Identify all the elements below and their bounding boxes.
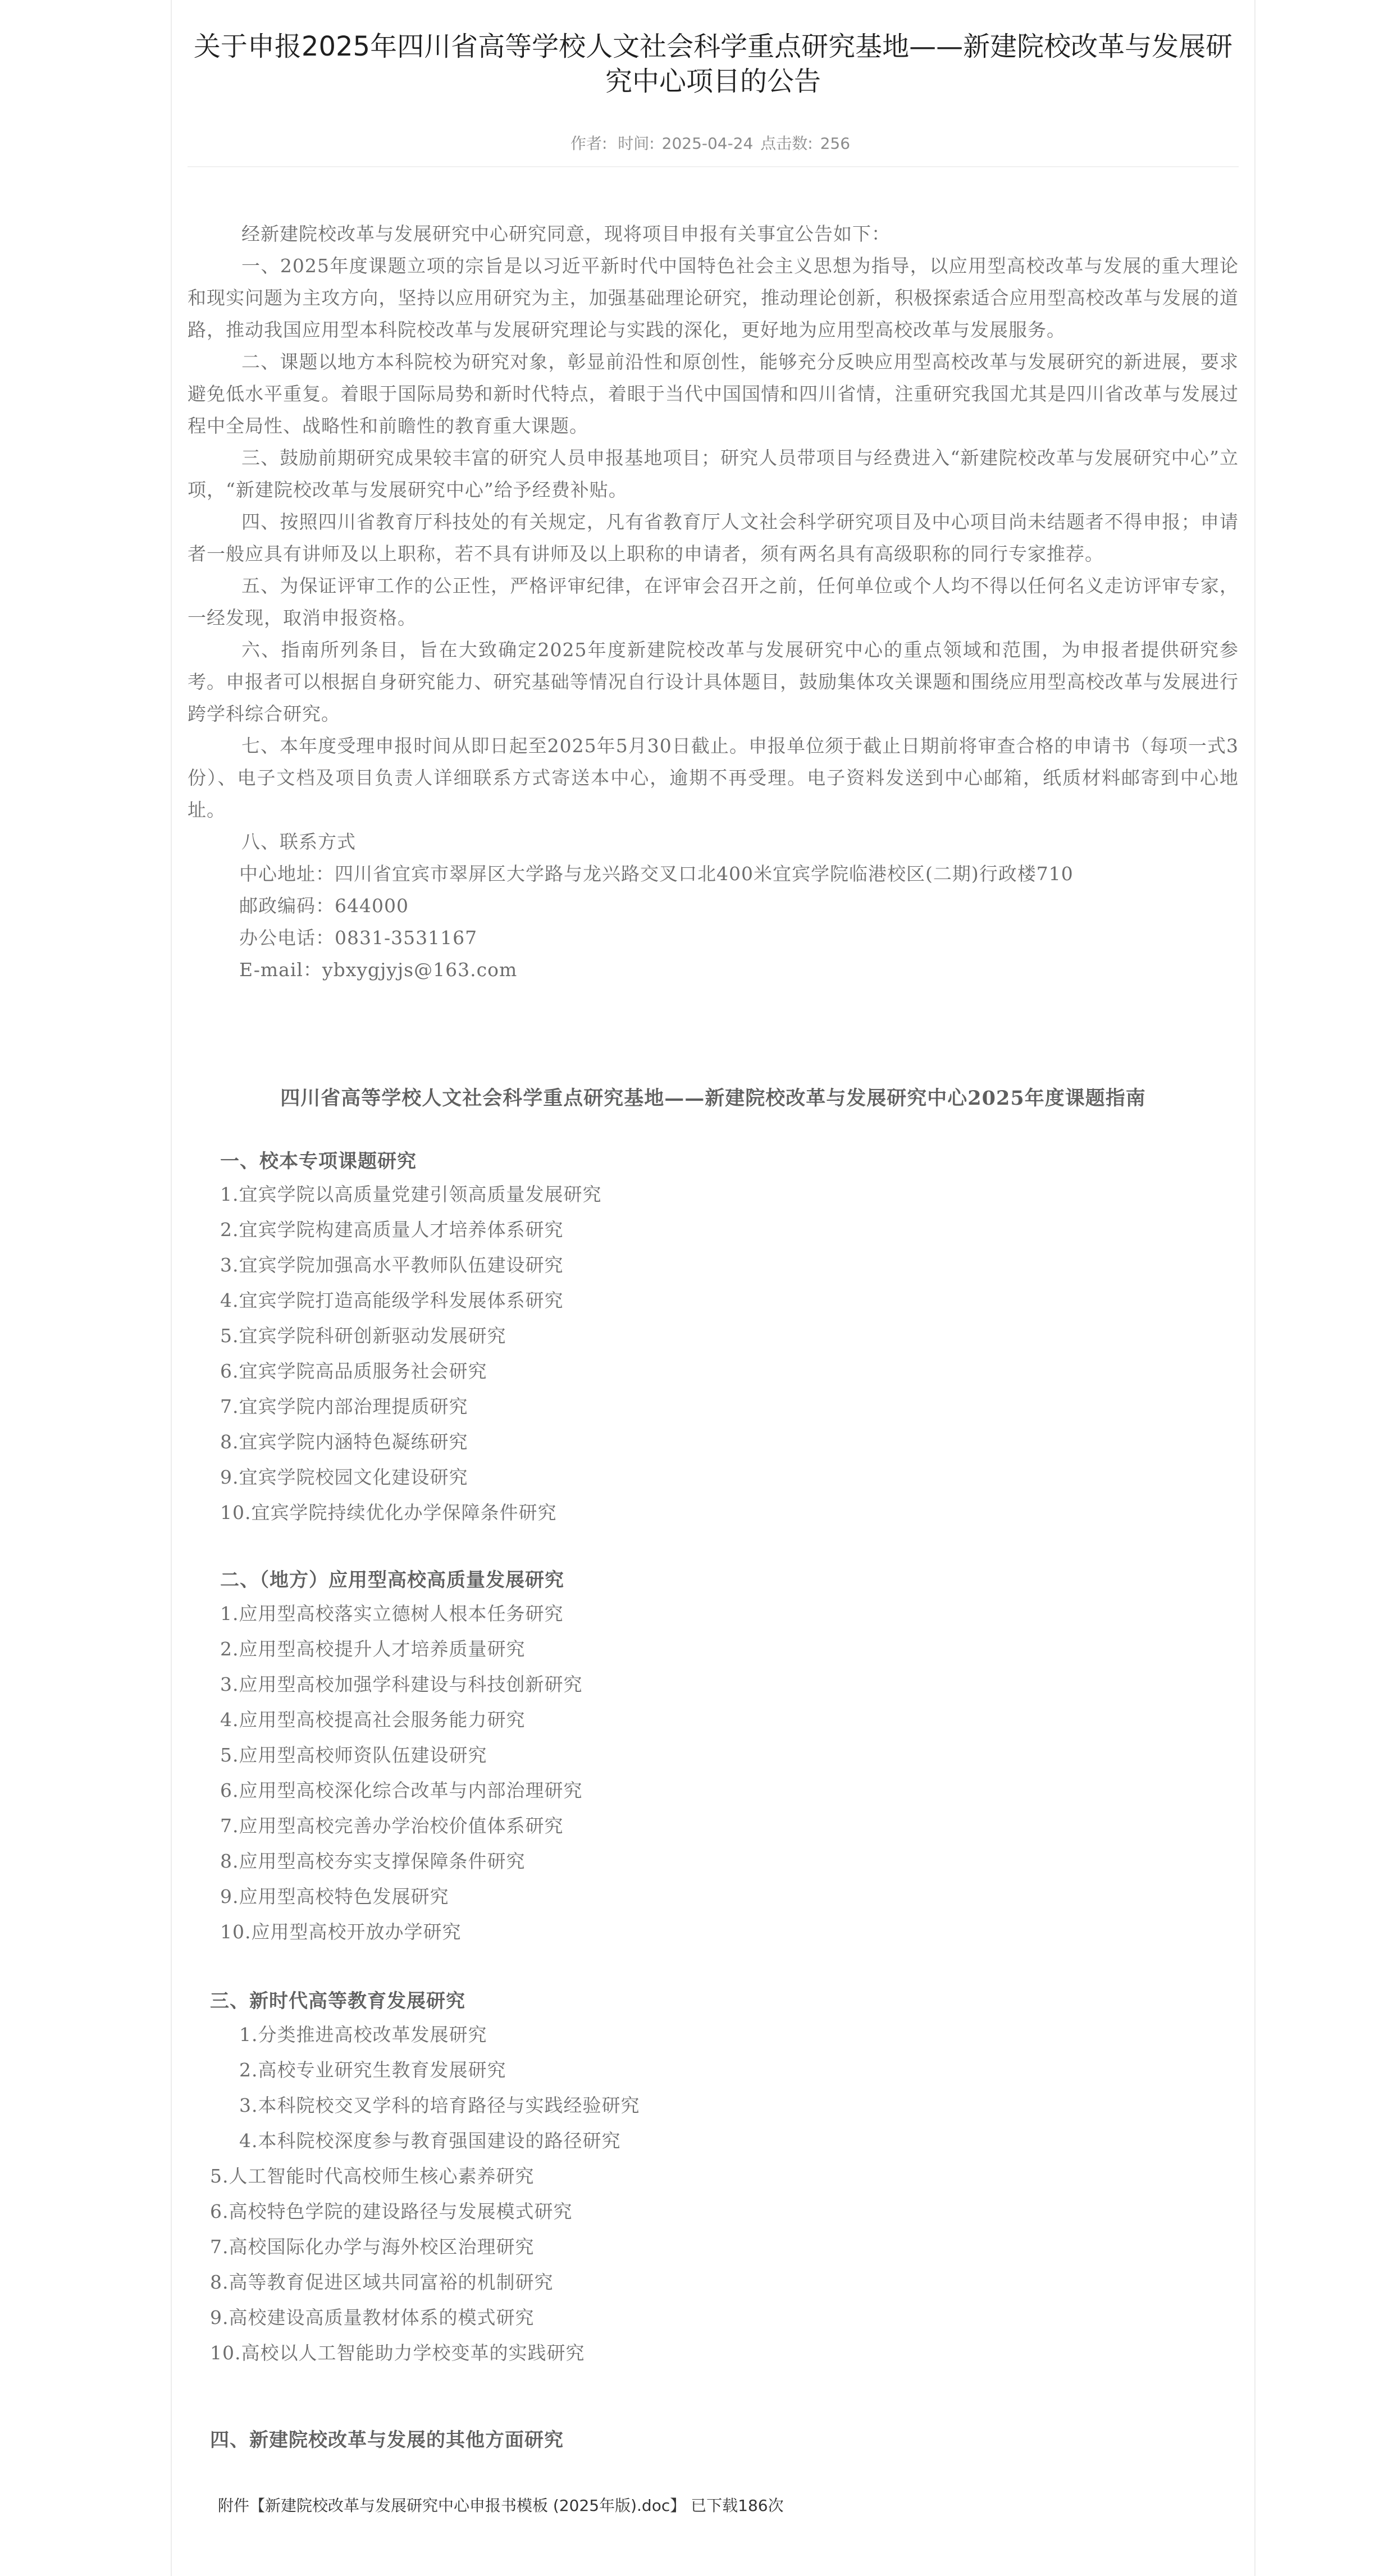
list-item: 1.分类推进高校改革发展研究 [239,2024,487,2046]
section-heading-4: 四、新建院校改革与发展的其他方面研究 [210,2429,564,2451]
article-body [188,218,1239,986]
list-item: 1.宜宾学院以高质量党建引领高质量发展研究 [220,1183,602,1205]
list-item: 4.应用型高校提高社会服务能力研究 [220,1709,526,1731]
list-item: 8.宜宾学院内涵特色凝练研究 [220,1431,468,1453]
list-item: 10.高校以人工智能助力学校变革的实践研究 [210,2342,585,2364]
section-list-3b [210,2158,585,2371]
author-label: 作者: [570,134,608,153]
contact-phone: 办公电话：0831-3531167 [239,927,478,949]
list-item: 3.本科院校交叉学科的培育路径与实践经验研究 [239,2094,640,2116]
list-item: 6.宜宾学院高品质服务社会研究 [220,1360,487,1382]
contact-address: 中心地址：四川省宜宾市翠屏区大学路与龙兴路交叉口北400米宜宾学院临港校区(二期)行政楼710 [239,863,1074,885]
list-item: 8.应用型高校夯实支撑保障条件研究 [220,1850,526,1872]
list-item: 5.人工智能时代高校师生核心素养研究 [210,2165,535,2187]
article-meta [185,132,1241,155]
paragraph-8: 八、联系方式 [241,831,356,853]
clicks-count: 256 [820,134,851,153]
list-item: 10.宜宾学院持续优化办学保障条件研究 [220,1502,557,1523]
list-item: 7.应用型高校完善办学治校价值体系研究 [220,1815,564,1837]
list-item: 6.高校特色学院的建设路径与发展模式研究 [210,2200,573,2222]
list-item: 5.宜宾学院科研创新驱动发展研究 [220,1325,506,1347]
title-divider [188,166,1239,167]
list-item: 2.应用型高校提升人才培养质量研究 [220,1638,526,1660]
contact-postcode: 邮政编码：644000 [239,895,409,917]
publish-date: 2025-04-24 [661,134,754,153]
list-item: 9.应用型高校特色发展研究 [220,1886,449,1907]
list-item: 8.高等教育促进区域共同富裕的机制研究 [210,2271,554,2293]
clicks-label: 点击数: [760,134,813,153]
list-item: 5.应用型高校师资队伍建设研究 [220,1744,487,1766]
paragraph-1: 一、2025年度课题立项的宗旨是以习近平新时代中国特色社会主义思想为指导，以应用型高校改革与发展的重大理论和现实问题为主攻方向，坚持以应用研究为主，加强基础理论研究，推动理论创新，积极探索适合应用型高校改革与发展的道路，推动我国应用型本科院校改革与发展研究理论与实践的深化，更好地为应用型高校改革与发展服务。 [188,255,1239,341]
paragraph-4: 四、按照四川省教育厅科技处的有关规定，凡有省教育厅人文社会科学研究项目及中心项目尚未结题者不得申报；申请者一般应具有讲师及以上职称，若不具有讲师及以上职称的申请者，须有两名具有高级职称的同行专家推荐。 [188,511,1239,565]
list-item: 7.高校国际化办学与海外校区治理研究 [210,2236,535,2258]
list-item: 3.宜宾学院加强高水平教师队伍建设研究 [220,1254,564,1276]
contact-email: E-mail：ybxygjyjs@163.com [239,959,518,981]
list-item: 2.高校专业研究生教育发展研究 [239,2059,506,2081]
download-count: 已下载186次 [691,2496,784,2515]
section-list-3a [239,2017,640,2158]
section-heading-1: 一、校本专项课题研究 [220,1150,417,1173]
list-item: 2.宜宾学院构建高质量人才培养体系研究 [220,1219,564,1241]
section-list-2 [220,1596,583,1950]
paragraph-2: 二、课题以地方本科院校为研究对象，彰显前沿性和原创性，能够充分反映应用型高校改革与发展研究的新进展，要求避免低水平重复。着眼于国际局势和新时代特点，着眼于当代中国国情和四川省情，注重研究我国尤其是四川省改革与发展过程中全局性、战略性和前瞻性的教育重大课题。 [188,351,1239,437]
list-item: 9.宜宾学院校园文化建设研究 [220,1466,468,1488]
paragraph-6: 六、指南所列条目，旨在大致确定2025年度新建院校改革与发展研究中心的重点领域和范围，为申报者提供研究参考。申报者可以根据自身研究能力、研究基础等情况自行设计具体题目，鼓励集体攻关课题和围绕应用型高校改革与发展进行跨学科综合研究。 [188,639,1239,725]
list-item: 7.宜宾学院内部治理提质研究 [220,1395,468,1417]
list-item: 4.宜宾学院打造高能级学科发展体系研究 [220,1289,564,1311]
attachment-line [218,2495,784,2517]
intro-paragraph: 经新建院校改革与发展研究中心研究同意，现将项目申报有关事宜公告如下： [241,223,891,245]
section-list-1 [220,1177,602,1530]
attachment-prefix: 附件 [218,2496,250,2515]
section-heading-2: 二、（地方）应用型高校高质量发展研究 [220,1569,564,1591]
time-label: 时间: [618,134,655,153]
list-item: 10.应用型高校开放办学研究 [220,1921,462,1943]
attachment-download-link[interactable]: 【新建院校改革与发展研究中心申报书模板 (2025年版).doc】 [249,2496,686,2515]
list-item: 1.应用型高校落实立德树人根本任务研究 [220,1603,564,1625]
paragraph-3: 三、鼓励前期研究成果较丰富的研究人员申报基地项目；研究人员带项目与经费进入“新建院校改革与发展研究中心”立项，“新建院校改革与发展研究中心”给予经费补贴。 [188,447,1239,501]
list-item: 9.高校建设高质量教材体系的模式研究 [210,2307,535,2328]
list-item: 3.应用型高校加强学科建设与科技创新研究 [220,1673,583,1695]
section-heading-3: 三、新时代高等教育发展研究 [210,1990,465,2012]
article-title: 关于申报2025年四川省高等学校人文社会科学重点研究基地——新建院校改革与发展研究中心项目的公告 [193,31,1233,97]
paragraph-5: 五、为保证评审工作的公正性，严格评审纪律，在评审会召开之前，任何单位或个人均不得以任何名义走访评审专家，一经发现，取消申报资格。 [188,575,1239,629]
paragraph-7: 七、本年度受理申报时间从即日起至2025年5月30日截止。申报单位须于截止日期前将审查合格的申请书（每项一式3份）、电子文档及项目负责人详细联系方式寄送本中心，逾期不再受理。电子资料发送到中心邮箱，纸质材料邮寄到中心地址。 [188,735,1239,821]
list-item: 4.本科院校深度参与教育强国建设的路径研究 [239,2130,621,2152]
list-item: 6.应用型高校深化综合改革与内部治理研究 [220,1779,583,1801]
guide-title: 四川省高等学校人文社会科学重点研究基地——新建院校改革与发展研究中心2025年度课题指南 [280,1087,1146,1110]
